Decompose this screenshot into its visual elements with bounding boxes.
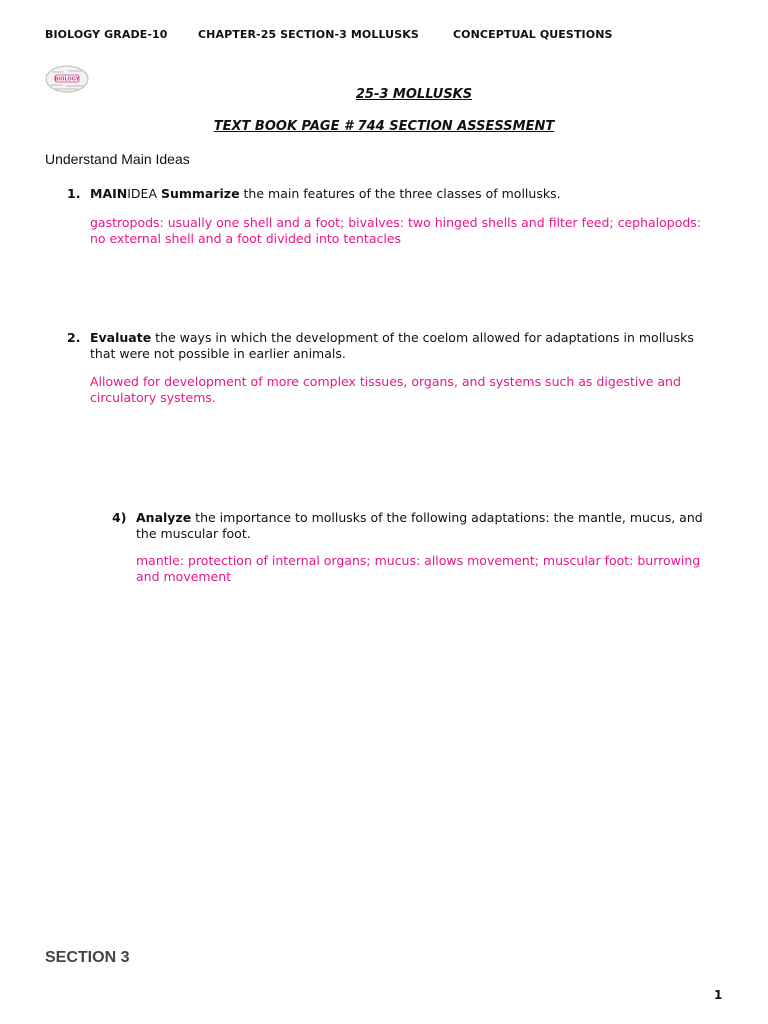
page-number: 1 [714, 988, 723, 1002]
question-4-number: 4) [112, 510, 127, 525]
footer-section: SECTION 3 [45, 949, 130, 966]
section-heading: Understand Main Ideas [45, 151, 190, 167]
question-1-number: 1. [67, 186, 81, 201]
logo-text: BIOLOGY [54, 76, 80, 83]
header-subject: BIOLOGY GRADE-10 [45, 28, 168, 41]
question-1-text: MAINIDEA Summarize the main features of the three classes of mollusks. [90, 186, 561, 201]
question-2-answer: Allowed for development of more complex tissues, organs, and systems such as digestive and circulatory systems. [90, 374, 681, 405]
question-4-answer: mantle: protection of internal organs; mucus: allows movement; muscular foot: burrowing and movement [136, 553, 701, 584]
page-title: 25-3 MOLLUSKS [355, 87, 473, 102]
question-2-number: 2. [67, 330, 81, 345]
header-type: CONCEPTUAL QUESTIONS [453, 28, 613, 41]
question-1-answer: gastropods: usually one shell and a foot; bivalves: two hinged shells and filter feed; cephalopods: no external shell and a foot divided into tentacles [90, 215, 702, 246]
question-2-text: Evaluate the ways in which the development of the coelom allowed for adaptations in mollusks that were not possible in earlier animals. [90, 330, 694, 361]
header-chapter: CHAPTER-25 SECTION-3 MOLLUSKS [198, 28, 419, 41]
page-subtitle: TEXT BOOK PAGE # 744 SECTION ASSESSMENT [213, 119, 555, 134]
question-4-text: Analyze the importance to mollusks of the following adaptations: the mantle, mucus, and the muscular foot. [136, 510, 703, 541]
